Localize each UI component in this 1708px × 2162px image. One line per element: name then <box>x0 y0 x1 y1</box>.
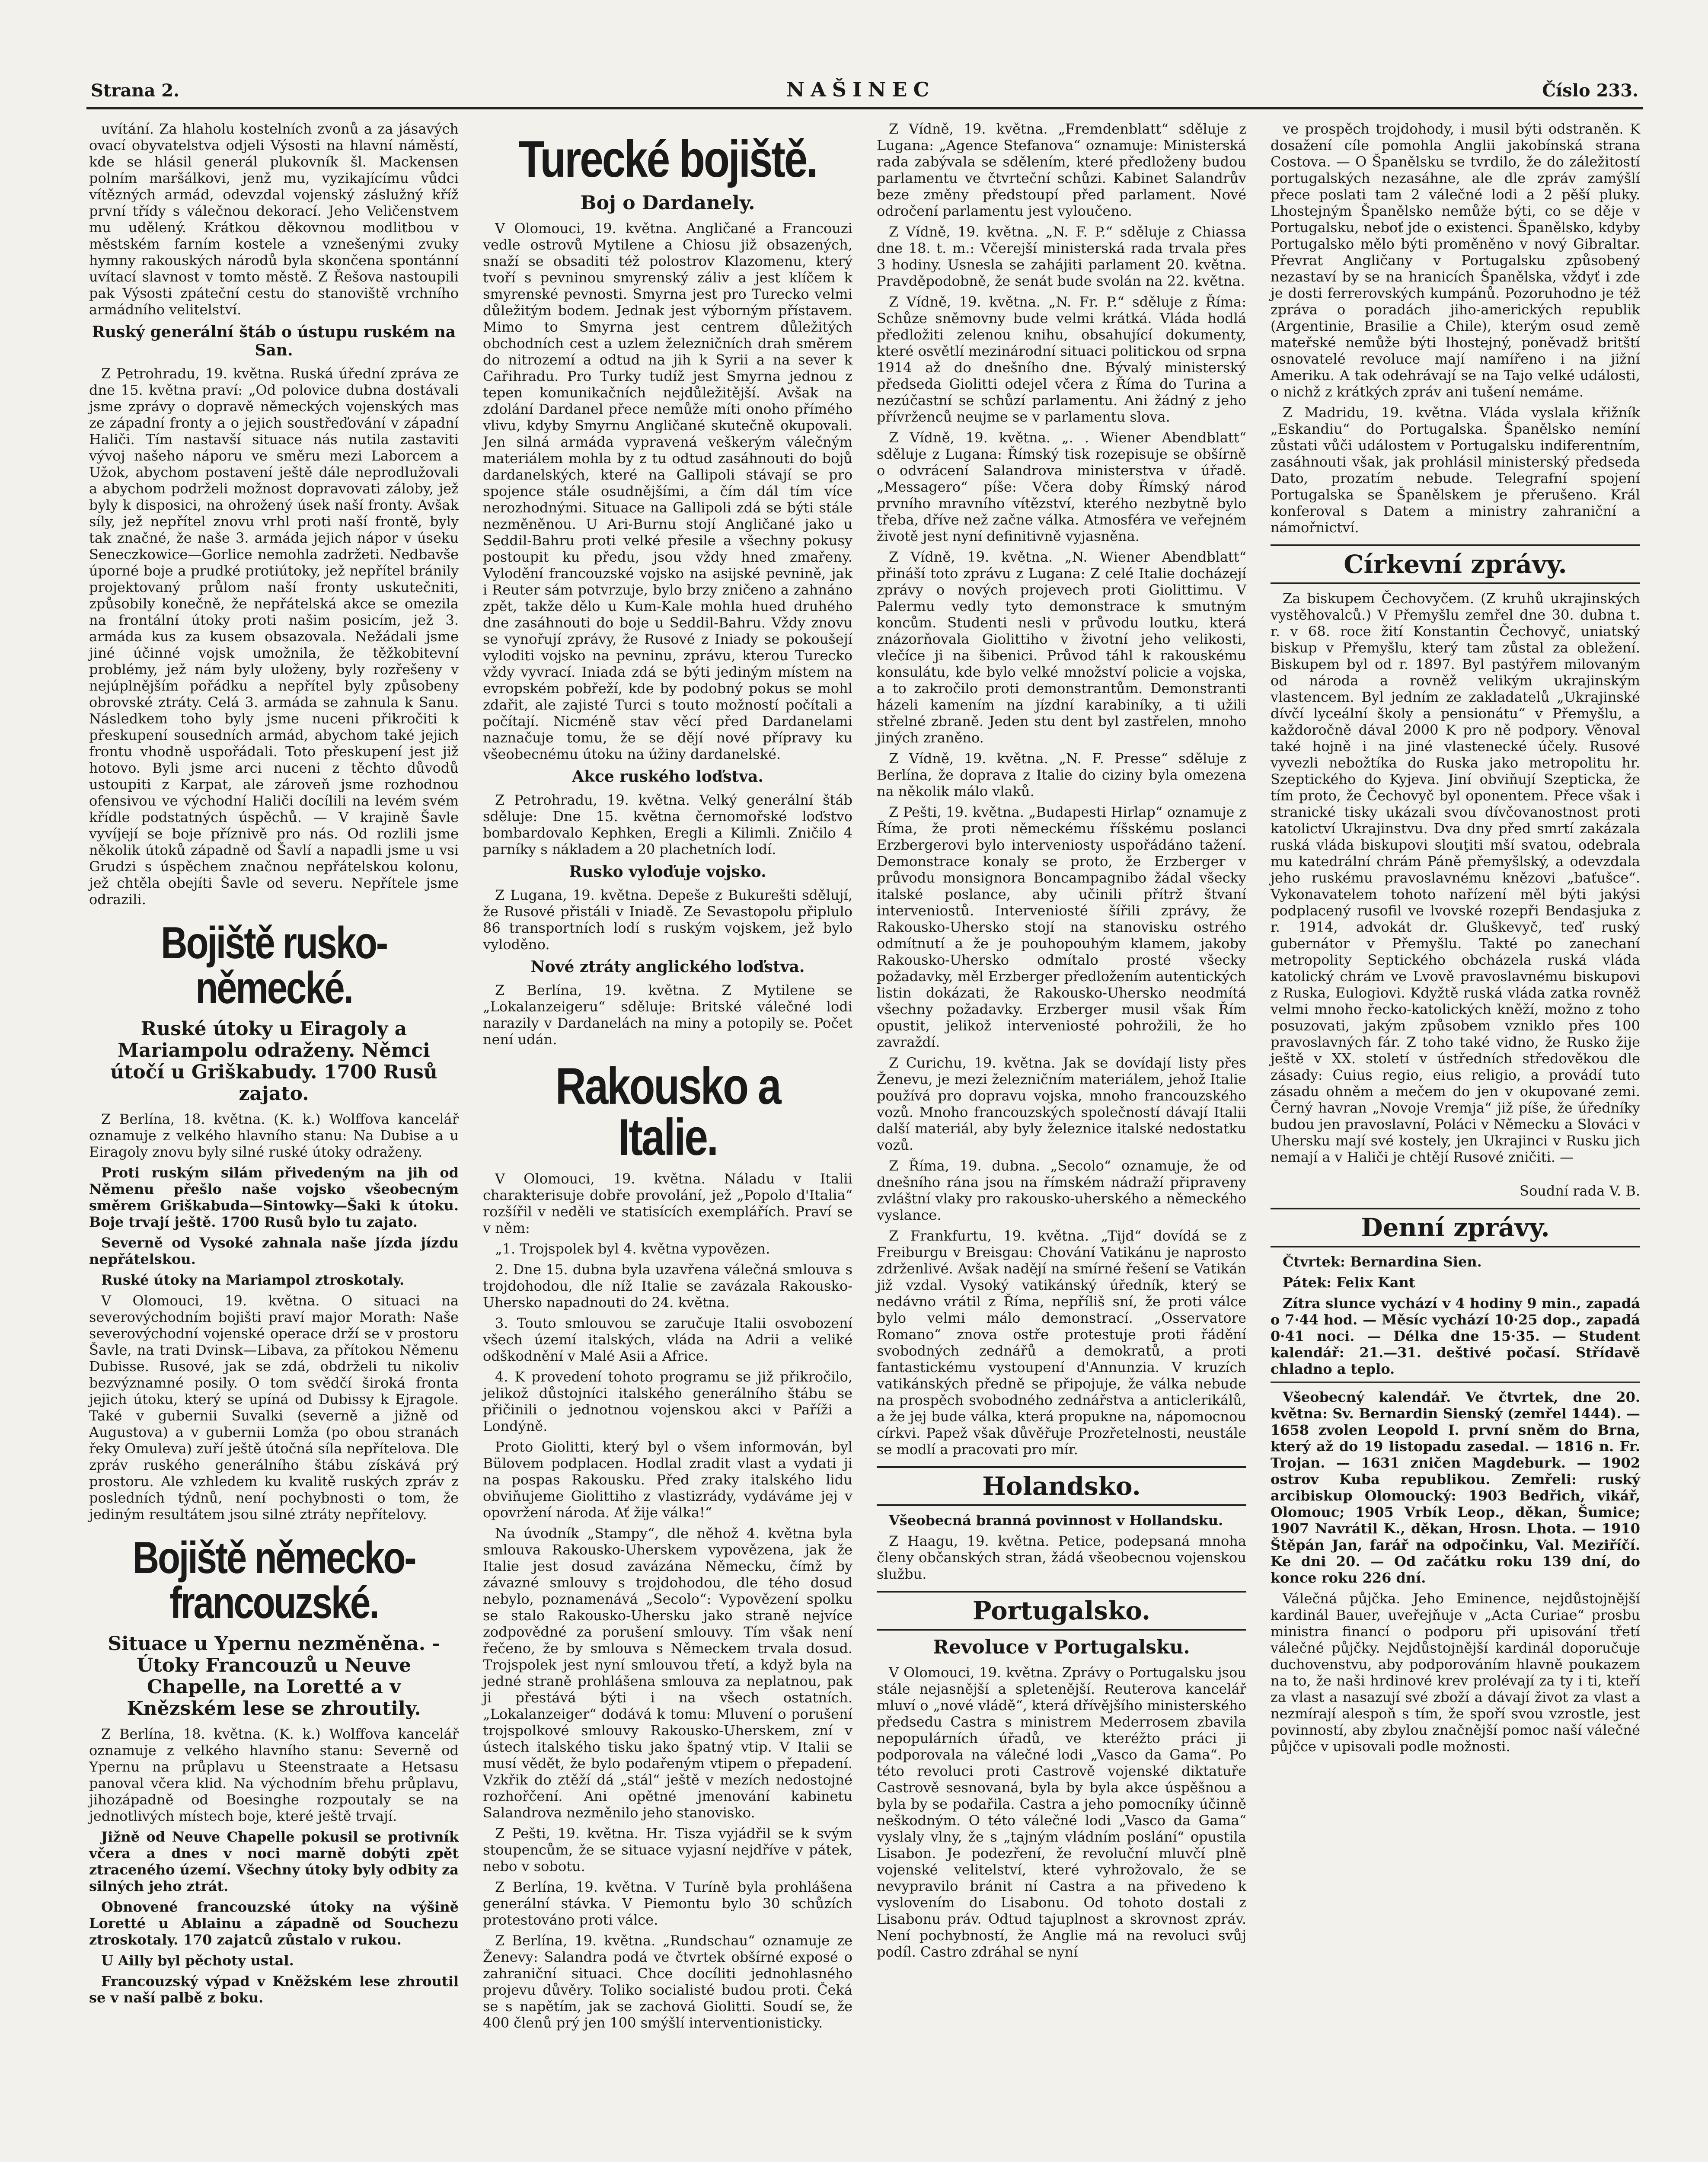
section-heading: Holandsko. <box>877 1466 1246 1506</box>
article-text: Z Vídně, 19. května. „Fremdenblatt“ sděluje z Lugana: „Agence Stefanova“ oznamuje: Ministerská rada zabývala se sdělením, které předloženy budou parlamentu ve čtvrteční schůzi. Kabinet Salandrův beze změny předstoupí před parlament. Nové odročení parlamentu jest vyloučeno. <box>877 121 1246 219</box>
article-text: Z Berlína, 18. května. (K. k.) Wolffova kancelář oznamuje z velkého hlavního stanu: Na Dubise a u Eiragoly znovu byly silné ruské útoky odraženy. <box>89 1111 459 1160</box>
article-text: Za biskupem Čechovyčem. (Z kruhů ukrajinských vystěhovalců.) V Přemyšlu zemřel dne 30. dubna t. r. v 68. roce žití Konstantin Čechovyč, uniatský biskup v Přemyšlu, který tam zůstal za obležení. Biskupem byl od r. 1897. Byl pastýřem milovaným od národa a rovněž velikým ukrajinským vlastencem. Byl jedním ze zakladatelů „Ukrajinské dívčí lyceální školy a pensionátu“ v Přemyšlu, a každoročně dával 2000 K pro ně podpory. Věnoval také hojně i na jiné vlastenecké účely. Rusové vyvezli nebožtíka do Ruska jako metropolitu hr. Szeptického do Kyjeva. Jiní obviňují Szepticka, že tím proto, že Čechovyč byl oponentem. Přece však i stranické tisky ukázali svou dívčovanostnost proti katolictví Ukrajinstvu. Dva dny před smrtí zakázala ruská vláda biskupovi slouţiti mší svatou, odebrala mu katedrální chrám Páně přemyšlský, a odevzdala jeho ruskému pravoslavnému knězovi „baťušce“. Vykonavatelem tohoto nařízení měl býti jakýsi podplacený rusofil ve lvovské rozepři Bendasjuka z r. 1914, advokát dr. Gluškevyč, teď ruský gubernátor v Přemyšlu. Takté po zanechaní metropolity Septického obcházela ruská vláda katolický chrám ve Lvově pravoslavnému biskupovi z Ruska, Eulogiovi. Kdyžtě ruská vláda zatka rovněž velmi mnoho řecko-katolických kněží, možno z toho posuzovati, jakým způsobem vzniklo přes 100 pravoslavných fár. Z toho také vidno, že Rusko žije ještě v XX. století v ústředních středověkou dle zásady: Cuius regio, eius religio, a provádí tuto zásadu ohněm a mečem do jen v okupované zemi. Černý havran „Novoje Vremja“ již píše, že úředníky budou jen pravoslavní, Poláci v Německu a Slováci v Uhersku mají své kostely, jen Ukrajinci v Rusku jich nemají a v Haliči je chtějí Rusové zničiti. — <box>1271 590 1640 1165</box>
article-text: Všeobecná branná povinnost v Hollandsku. <box>889 1512 1223 1529</box>
article-text: Z Vídně, 19. května. „N. Wiener Abendblatt“ přináší toto zprávu z Lugana: Z celé Italie docházejí zprávy o nových projevech proti Giolittimu. V Palermu vedly tyto demonstrace k smutným koncům. Studenti nesli v průvodu loutku, která znázorňovala Giolittiho v životní jeho velikosti, vlečíce ji na šibenici. Průvod táhl k rakouskému konsulátu, kde bylo velké množství policie a vojska, a to zakročilo proti demonstrantům. Demonstranti házeli kamením na jízdní karabiníky, a ti užili střelné zbraně. Jeden stu dent byl zastřelen, mnoho jiných zraněno. <box>877 549 1246 746</box>
article-text: Proti ruským silám přivedeným na jih od Němenu přešlo naše vojsko všeobecným směrem Griškabuda—Sintowky—Šaki k útoku. Boje trvají ještě. 1700 Rusů bylo tu zajato. <box>89 1164 459 1230</box>
page-header <box>86 78 1643 109</box>
article-text: 2. Dne 15. dubna byla uzavřena válečná smlouva s trojdohodou, dle níž Italie se zavázala Rakousko-Uhersko napadnouti do 24. května. <box>483 1261 852 1311</box>
article-text: V Olomouci, 19. května. O situaci na severovýchodním bojišti praví major Morath: Naše severovýchodní vojenské operace drží se v prostoru Šavle, na trati Dvinsk—Libava, za přítokou Němenu Dubisse. Rusové, jak se zdá, obdrželi tu nikoliv bezvýznamné posily. O tom svědčí široká fronta jejich útoku, který se upíná od Dubissy k Ejragole. Také v gubernii Suvalki (severně a jižně od Augustova) a v gubernii Lomža (po obou stranách řeky Omuleva) zuří ještě útočná síla nepřítelova. Dle zpráv ruského generálního štábu získává prý prostoru. Ale vzhledem ku kvalitě ruských zpráv z posledních týdnů, není pochybnosti o tom, že jediným resultátem jsou silné ztráty nepřítelovy. <box>89 1292 459 1522</box>
article-heading: Boj o Dardanely. <box>580 192 755 214</box>
article-text: Z Curichu, 19. května. Jak se dovídají listy přes Ženevu, je mezi železničním materiálem, jehož Italie používá pro dopravu vojska, mnoho francouzského vozů. Mnoho francouzských společností dávají Italii další materiál, aby byly železnice italské nedostatku vozů. <box>877 1055 1246 1153</box>
column-2 <box>480 121 855 2162</box>
article-text: Z Berlína, 19. května. „Rundschau“ oznamuje ze Ženevy: Salandra podá ve čtvrtek obšírné exposé o zahraniční situaci. Chce docíliti jednohlasného projevu důvěry. Toliko socialisté budou proti. Čeká se s napětím, jak se zachová Giolitti. Soudí se, že 400 členů prý jen 100 smýšlí interventionisticky. <box>483 1932 852 2031</box>
column-4 <box>1268 121 1643 2162</box>
article-heading: Akce ruského loďstva. <box>572 768 763 786</box>
article-text: Z Petrohradu, 19. května. Velký generální štáb sděluje: Dne 15. května černomořské loďstvo bombardovalo Kephken, Eregli a Kilimli. Zničilo 4 parníky s nákladem a 20 plachetních lodí. <box>483 792 852 857</box>
article-text: Z Lugana, 19. května. Depeše z Bukurešti sdělují, že Rusové přistáli v Iniadě. Ze Sevastopolu připlulo 86 transportních lodí s ruským vojskem, jež bylo vyloděno. <box>483 887 852 953</box>
article-text: Z Vídně, 19. května. „N. Fr. P.“ sděluje z Říma: Schůze sněmovny bude velmi krátká. Vláda hodlá předložiti zelenou knihu, obsahující dokumenty, které osvětlí mezinárodní situaci politickou od srpna 1914 až do dnešního dne. Bývalý ministerský předseda Giolitti odejel včera z Říma do Turina a nezúčastní se schůzí parlamentu. Ani žádný z jeho přívrženců neujme se v parlamentu slova. <box>877 294 1246 425</box>
masthead: NAŠINEC <box>786 78 935 101</box>
article-text: Severně od Vysoké zahnala naše jízda jízdu nepřátelskou. <box>89 1235 459 1267</box>
article-text: Z Vídně, 19. května. „N. F. Presse“ sděluje z Berlína, že doprava z Italie do ciziny byla omezena na několik málo vlaků. <box>877 750 1246 800</box>
article-text: Z Frankfurtu, 19. května. „Tijd“ dovídá se z Freiburgu v Breisgau: Chování Vatikánu je naprosto zdrženlivé. Avšak nadějí na smírné řešení se Vatikán již vzdal. Vysoký vatikánský úředník, který se nedávno vrátil z Říma, nepříliš sní, že proti válce bylo velmi málo demonstrací. „Osservatore Romano“ znova ostře protestuje proti řádění svobodných zednářů a demokratů, a proti fantastickému vystoupení d'Annunzia. V kruzích vatikánských předně se připojuje, že válka nebude na prospěch svobodného zednářstva a anticlerikálů, a že jej bude válka, která propukne na, nápomocnou církvi. Papež však důvěřuje Prozřetelnosti, neustále se modlí a pracovati pro mír. <box>877 1228 1246 1458</box>
article-text: U Ailly byl pěchoty ustal. <box>101 1952 294 1969</box>
article-heading: Situace u Ypernu nezměněna. - Útoky Francouzů u Neuve Chapelle, na Loretté a v Knězském lese se zhroutily. <box>108 1633 440 1720</box>
article-text: Z Haagu, 19. května. Petice, podepsaná mnoha členy občanských stran, žádá všeobecnou vojenskou službu. <box>877 1533 1246 1582</box>
article-heading: Rusko vyloďuje vojsko. <box>569 863 766 881</box>
article-text: Z Vídně, 19. května. „. . Wiener Abendblatt“ sděluje z Lugana: Římský tisk rozepisuje se obšírně o odvrácení Salandrova ministerstva v úřadě. „Messagero“ píše: Včera doby Římský národ prvního mravního vítězství, kterého nezbytně bylo třeba, dříve než začne válka. Atmosféra ve veřejném životě jest nyní definitivně vyjasněna. <box>877 429 1246 544</box>
section-heading: Bojiště rusko-německé. <box>161 918 387 1013</box>
divider <box>1271 1382 1640 1383</box>
article-heading: Revoluce v Portugalsku. <box>933 1636 1190 1658</box>
article-text: Na úvodník „Stampy“, dle něhož 4. května byla smlouva Rakousko-Uherskem vypovězena, jak že Italie jest dosud zavázána Německu, čímž by závazné smlouvy s trojdohodou, dle tého dosud nebylo, poznamenává „Secolo“: Vypovězení spolku se stalo Rakousko-Uhersku jako straně nejvíce zodpovědné za porušení smlouvy. Tím však není řečeno, že by smlouva s Německem trvala dosud. Trojspolek jest nyní smlouvou třetí, a když byla na jedné straně prohlášena smlouva za neplatnou, pak ji přestává býti i na všech ostatních. „Lokalanzeiger“ dodává k tomu: Mluvení o porušení trojspolkové smlouvy Rakousko-Uherskem, zní v ústech italského tisku jako špatný vtip. V Italii se musí vědět, že bylo podařeným vtipem o přepadení. Vzkřik do ztěží dá „stál“ ještě v mezích nedostojné rozhořčení. Ani opětné jmenování kabinetu Salandrova nezměnilo jeho stanovisko. <box>483 1525 852 1821</box>
section-heading: Rakousko a Italie. <box>555 1057 780 1166</box>
article-text: Z Vídně, 19. května. „N. F. P.“ sděluje z Chiassa dne 18. t. m.: Včerejší ministerská rada trvala přes 3 hodiny. Usnesla se zahájiti parlament 20. května. Pravděpodobně, že senát bude svolán na 22. května. <box>877 224 1246 289</box>
calendar-line: Zítra slunce vychází v 4 hodiny 9 min., zapadá o 7·44 hod. — Měsíc vychází 10·25 dop., zapadá 0·41 noci. — Délka dne 15·35. — Student kalendář: 21.—31. deštivé počasí. Střídavě chladno a teplo. <box>1271 1295 1640 1377</box>
column-1 <box>86 121 461 2162</box>
article-text: Válečná půjčka. Jeho Eminence, nejdůstojnější kardinál Bauer, uveřejňuje v „Acta Curiae“ prosbu ministra financí o podporu při upisování třetí válečné půjčky. Nejdůstojnější kardinál doporučuje duchovenstvu, aby podporováním hlavně poukazem na to, že naši hrdinové krev prolévají za ty i ti, kteří za vlast a nasazují své zboží a dávají život za vlast a nezmírají alespoň s tím, že spoří svou vzrostle, jest povinností, aby zbylou značnější pomoc naší válečné půjčce v upisovali podle možnosti. <box>1271 1590 1640 1755</box>
calendar-line: Pátek: Felix Kant <box>1283 1274 1415 1291</box>
article-text: ve prospěch trojdohody, i musil býti odstraněn. K dosažení cíle pomohla Anglii jakobínská strana Costova. — O Španělsku se tvrdilo, že do záležitostí portugalských nezasáhne, ale dle zpráv zamýšlí přece poslati tam 2 válečné lodi a 2 pěší pluky. Lhostejným Španělsko nemůže býti, co se děje v Portugalsku, neboť jde o existenci. Španělsko, kdyby Portugalsko mělo býti proměněno v nový Gibraltar. Převrat Angličany v Portugalsku způsobený nezastaví by se na hranicích Španělska, vždyť i zde je dosti ferrerovských kumpánů. Pozoruhodno je též zpráva o poradách jiho-amerických republik (Argentinie, Brasilie a Chile), kterým osud země mateřské nemůže býti lhostejný, poněvadž britští osnovatelé revoluce mají namířeno i na jižní Ameriku. A tak odehrávají se na Tajo velké události, o nichž z krátkých zpráv ani tušení nemáme. <box>1271 121 1640 400</box>
article-text: V Olomouci, 19. května. Náladu v Italii charakterisuje dobře provolání, jež „Popolo d'Italia“ rozšířil v neděli ve statisících exemplářích. Praví se v něm: <box>483 1171 852 1236</box>
article-text: Z Pešti, 19. května. Hr. Tisza vyjádřil se k svým stoupencům, že se situace vyjasní nejdříve v pátek, nebo v sobotu. <box>483 1825 852 1874</box>
article-text: V Olomouci, 19. května. Angličané a Francouzi vedle ostrovů Mytilene a Chiosu již obsazených, snaží se obsaditi též polostrov Klazomenu, který tvoří s pevninou smyrenský záliv a jest klíčem k smyrenské pevnosti. Smyrna jest pro Turecko velmi důležitým bodem. Jednak jest výborným přístavem. Mimo to Smyrna jest centrem důležitých obchodních cest a uzlem železničních drah směrem do nitrozemí a odtud na jih k Syrii a na sever k Cařihradu. Pro Turky tudíž jest Smyrna jednou z tepen komunikačních nejdůležitější. Avšak na zdolání Dardanel přece nemůže míti onoho přímého vlivu, kdyby Smyrnu Angličané skutečně okupovali. Jen silná armáda vypravená veškerým válečným materiálem mohla by z tu odtud zasáhnouti do bojů dardanelských, které na Gallipoli stávají se pro spojence stále osudnějšími, a čím dál tím více nerozhodnými. Situace na Gallipoli zdá se býti stále nezměněnou. U Ari-Burnu stojí Angličané jako u Seddil-Bahru proti velké přesile a všechny pokusy postoupit ku předu, jsou vždy hned zmařeny. Vylodění francouzské vojsko na asijské pevnině, jak i Reuter sám potvrzuje, bylo brzy zničeno a zahnáno zpět, takže dělo u Kum-Kale mohla hued druhého dne zasáhnouti do boje u Seddil-Bahru. Vždy znovu se vynořují zprávy, že Rusové z Iniady se pokoušejí vyloditi vojsko na pevninu, zprávu, kterou Turecko vždy vyvrací. Iniada zdá se býti jediným místem na evropském pobřeží, kde by podobný pokus se mohl zdařit, ale zajisté Turci s touto možností počítali a počítají. Nicméně stav věcí před Dardanelami naznačuje tomu, že se dějí nové přípravy ku všeobecnému útoku na úžiny dardanelské. <box>483 220 852 762</box>
article-text: „1. Trojspolek byl 4. května vypovězen. <box>495 1241 770 1257</box>
newspaper-page <box>86 78 1643 2162</box>
article-text: 3. Touto smlouvou se zaručuje Italii osvobození všech území italských, vláda na Adrii a veliké odškodnění v Malé Asii a Africe. <box>483 1315 852 1364</box>
section-heading: Církevní zprávy. <box>1271 544 1640 584</box>
article-text: Jižně od Neuve Chapelle pokusil se protivník včera a dnes v noci marně dobýti zpět ztraceného území. Všechny útoky byly odbity za silných jeho ztrát. <box>89 1829 459 1894</box>
article-text: Ruské útoky na Mariampol ztroskotaly. <box>101 1272 405 1288</box>
article-text: Z Pešti, 19. května. „Budapesti Hirlap“ oznamuje z Říma, že proti německému říšskému poslanci Erzbergerovi bylo interveniosty uspořádáno tažení. Demonstrace konaly se proto, že Erzberger v průvodu monsignora Boncampagnibo žádal všecky italské poslance, aby učinili přítrž štvaní interveniostů. Interveniosté šířili zprávy, že Rakousko-Uhersko stojí na stanovisku ostrého odmítnutí a že je pouhopouhým klamem, jakoby Rakousko-Uhersko odmítalo prosté všecky požadavky, měl Erzberger předložením autentických listin dokázati, že Rakousko-Uhersko neodmítá všechny požadavky. Erzberger musil však Řím opustit, jelikož interveniosté pohrožili, že ho zavraždí. <box>877 804 1246 1050</box>
article-text: V Olomouci, 19. května. Zprávy o Portugalsku jsou stále nejasnější a spletenější. Reuterova kancelář mluví o „nové vládě“, která dřívějšího ministerského předsedu Castra s ministrem Mederrosem zbavila nepopulárních úřadů, ve kteréžto práci ji podporovala na válečné lodi „Vasco da Gama“. Po této revoluci proti Castrově vojenské diktatuře Castrově sesnovaná, byla by byla akce úspěšnou a byla by se podařila. Castra a jeho pomocníky účinně neškodným. O této válečné lodi „Vasco da Gama“ vyslaly vlny, že s „tajným vládním poslání“ opustila Lisabon. Je podezření, že revoluční mluvčí plně vojenské velitelství, které vyhrožovalo, že se nevypravilo bránit ní Castra a na přivedeno k vyslovením do Lisabonu. Od tohoto dostali z Lisabonu práv. Odtud tajuplnost a skrovnost zpráv. Není pochybností, že Anglie má na revoluci svůj podíl. Castro zdráhal se nyní <box>877 1664 1246 1960</box>
article-text: Z Berlína, 19. května. V Turíně byla prohlášena generální stávka. V Piemontu bylo 30 schůzích protestováno proti válce. <box>483 1879 852 1928</box>
section-heading: Turecké bojiště. <box>518 130 817 188</box>
article-text: 4. K provedení tohoto programu se již přikročilo, jelikož důstojníci italského generálního štábu se přičinili o jednotnou vojenskou akci v Paříži a Londýně. <box>483 1369 852 1434</box>
article-heading: Ruské útoky u Eiragoly a Mariampolu odraženy. Němci útočí u Griškabudy. 1700 Rusů zajato. <box>110 1018 437 1105</box>
article-text: Z Berlína, 19. května. Z Mytilene se „Lokalanzeigeru“ sděluje: Britské válečné lodi narazily v Dardanelách na miny a potopily se. Počet není udán. <box>483 982 852 1048</box>
article-text: Z Berlína, 18. května. (K. k.) Wolffova kancelář oznamuje z velkého hlavního stanu: Severně od Ypernu na průplavu u Steenstraate a Hetsasu panoval včera klid. Na východním břehu průplavu, jihozápadně od Boesinghe rozpoutaly se na jednotlivých místech boje, které ještě trvají. <box>89 1726 459 1824</box>
section-heading: Bojiště německo-francouzské. <box>132 1533 415 1628</box>
article-text: Francouzský výpad v Kněžském lese zhroutil se v naší palbě z boku. <box>89 1973 459 2006</box>
column-3 <box>874 121 1249 2162</box>
issue-number: Číslo 233. <box>1542 80 1638 101</box>
article-text: Z Petrohradu, 19. května. Ruská úřední zpráva ze dne 15. května praví: „Od polovice dubna dostávali jsme zprávy o dopravě německých vojenských mas ze západní fronty a o jejich soustřeďování v západní Haliči. Tím nastavší situace nás nutila zastaviti vývoj našeho náporu ve směru mezi Laborcem a Užok, abychom postavení ještě dále neprodlužovali a abychom podrželi možnost dopravovati záloby, jež byly k disposici, na ohrožený úsek naší fronty. Avšak síly, jež nepřítel znovu vrhl proti naší frontě, byly tak značné, že naše 3. armáda jejich nápor v úseku Seneczkowice—Gorlice nemohla zadržeti. Nedbavše úporné boje a prudké protiútoky, jež nepřítel bránily projektovaný průlom naší fronty uskutečniti, způsobily konečně, že nepřátelská akce se omezila na frontální útoky proti našim posicím, jež 3. armáda kus za kusem obsazovala. Nežádali jsme jiné účinné vojsk umožnila, že těžkobitevní problémy, jež nám byly uloženy, byly rozřešeny v nejúplnějším pořádku a nepřítel byly způsobeny obrovské ztráty. Celá 3. armáda se zahnula k Sanu. Následkem toho byly jsme nuceni přikročiti k přeskupení sousedních armád, abychom také jejich frontu vhodně uspořádali. Toto přeskupení jest již hotovo. Byli jsme arci nuceni z těchto důvodů ustoupiti z Karpat, ale zároveň jsme rozhodnou ofensivou ve východní Haliči docílili na levém svém křídle podstatných úspěchů. — V krajině Šavle vyvíjejí se boje příznivě pro nás. Od rozlili jsme několik útoků západně od Šavlí a napadli jsme u vsi Grudzi s úspěchem značnou nepřátelskou kolonu, jež chtěla obejíti Šavle od severu. Nepřítele jsme odrazili. <box>89 365 459 908</box>
signature: Soudní rada V. B. <box>1520 1183 1640 1199</box>
section-heading: Denní zprávy. <box>1271 1208 1640 1247</box>
article-text: Z Říma, 19. dubna. „Secolo“ oznamuje, že od dnešního rána jsou na římském nádraží připraveny zvláštní vlaky pro rakousko-uherského a německého vyslance. <box>877 1158 1246 1223</box>
article-heading: Ruský generální štáb o ústupu ruském na San. <box>92 323 456 359</box>
article-text: Všeobecný kalendář. Ve čtvrtek, dne 20. května: Sv. Bernardin Sienský (zemřel 1444). — 1658 zvolen Leopold I. první sněm do Brna, který až do 19 listopadu zasedal. — 1816 n. Fr. Trojan. — 1631 zničen Magdeburk. — 1902 ostrov Kuba republikou. Zemřeli: ruský arcibiskup Olomoucký: 1903 Bedřich, vikář, Olomouc; 1905 Vrbík Leop., děkan, Šumice; 1907 Navrátil K., děkan, Hrosn. Lhota. — 1910 Štěpán Jan, farář na odpočinku, Val. Meziříčí. Ke dni 20. — Od začátku roku 139 dní, do konce roku 226 dní. <box>1271 1389 1640 1586</box>
section-heading: Portugalsko. <box>877 1591 1246 1631</box>
article-text: Obnovené francouzské útoky na výšině Loretté u Ablainu a západně od Souchezu ztroskotaly. 170 zajatců zůstalo v rukou. <box>89 1899 459 1948</box>
article-heading: Nové ztráty anglického loďstva. <box>530 958 805 976</box>
article-text: Proto Giolitti, který byl o všem informován, byl Bülovem podplacen. Hodlal zradit vlast a vydati ji na pospas Rakousku. Před zraky italského lidu obviňujeme Giolittiho z vlastizrády, vydáváme jej v opovržení národa. Ať žije válka!“ <box>483 1439 852 1521</box>
article-text: Z Madridu, 19. května. Vláda vyslala křižník „Eskandiu“ do Portugalska. Španělsko nemíní zůstati vůči událostem v Portugalsku indiferentním, zasáhnouti však, jak prohlásil ministerský předseda Dato, prozatím nebude. Telegrafní spojení Portugalska se Španělskem je přerušeno. Král konferoval s Datem a ministry zahraniční a námořnictví. <box>1271 404 1640 536</box>
article-text: uvítání. Za hlaholu kostelních zvonů a za jásavých ovací obyvatelstva odjeli Výsosti na hlavní náměstí, kde se hlásil generál plukovník šl. Mackensen polním maršálkovi, jenž mu, vyzikajícímu vůdci vítězných armád, odevzdal vojenský záslužný kříž první třídy s válečnou dekorací. Jeho Veličenstvem mu udělený. Krátkou děkovnou modlitbou v městském farním kostele a vznešenými zvuky hymny rakouských národů byla skončena spontánní uvítací slavnost v tomto městě. Z Řešova nastoupili pak Výsosti zpáteční cestu do stanoviště vrchního armádního velitelství. <box>89 121 459 318</box>
page-number: Strana 2. <box>91 80 180 101</box>
calendar-line: Čtvrtek: Bernardina Sien. <box>1283 1254 1482 1270</box>
